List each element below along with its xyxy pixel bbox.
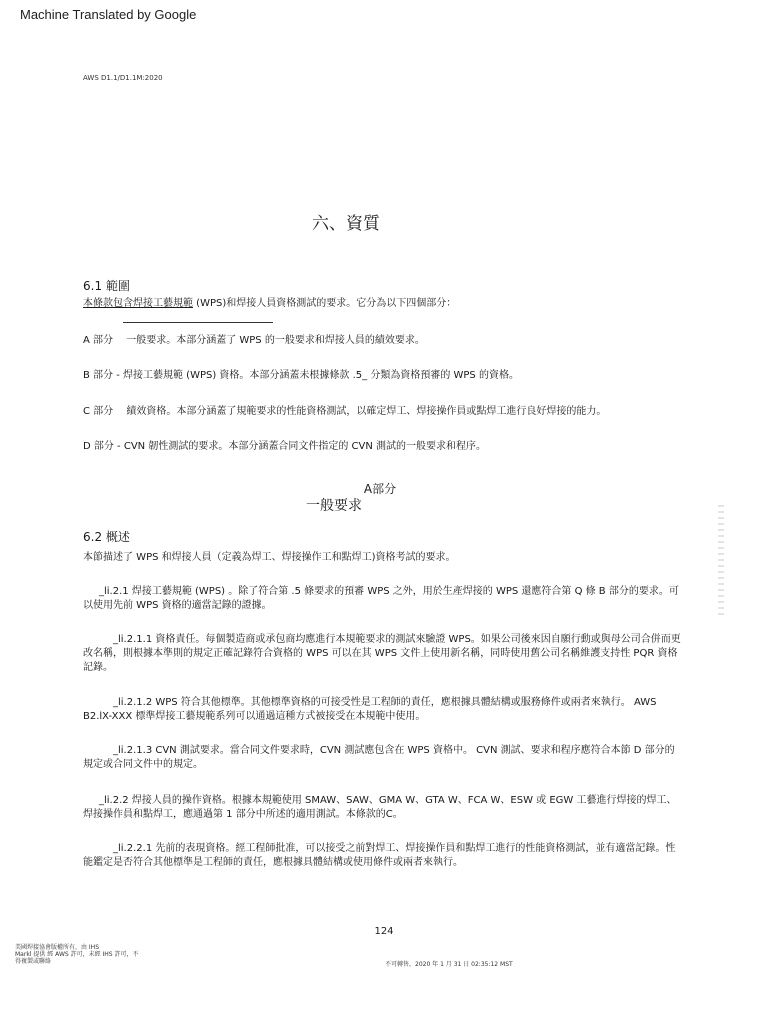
part-c-description: C 部分 績效資格。本部分涵蓋了規範要求的性能資格測試，以確定焊工、焊接操作員或點焊工進行良好焊接的能力。	[83, 406, 607, 417]
paragraph-6-2-2-1: _li.2.2.1 先前的表現資格。經工程師批准，可以接受之前對焊工、焊接操作員和點焊工進行的性能資格測試，並有適當記錄。性能鑑定是否符合其他標準是工程師的責任，應根據具體結構或使用條件或兩者來執行。	[83, 843, 676, 868]
section-6-1-intro	[83, 297, 683, 311]
underline-rule	[123, 322, 273, 323]
footer-copyright-line-3: 得複製或聯絡	[15, 958, 52, 965]
section-title	[0, 209, 768, 234]
footer-resale-notice: 不可轉售，2020 年 1 月 31 日 02:35:12 MST	[385, 961, 513, 968]
part-a-title: 一般要求	[306, 498, 362, 514]
section-title-text: 六、資質	[312, 214, 380, 234]
section-6-1-heading: 6.1 範圍	[83, 279, 130, 293]
part-a-label: A部分	[363, 482, 397, 496]
paragraph-6-2-1-3: _li.2.1.3 CVN 測試要求。當合同文件要求時，CVN 測試應包含在 WPS 資格中。 CVN 測試、要求和程序應符合本節 D 部分的規定或合同文件中的規定。	[83, 745, 675, 770]
part-a-description: A 部分 一般要求。本部分涵蓋了 WPS 的一般要求和焊接人員的績效要求。	[83, 335, 425, 346]
part-b-description: B 部分 - 焊接工藝規範 (WPS) 資格。本部分涵蓋未根據條款 .5_ 分類為資格預審的 WPS 的資格。	[83, 370, 519, 381]
footer-copyright-line-1: 美國焊接協會版權所有，由 IHS	[15, 944, 99, 951]
standard-code-header: AWS D1.1/D1.1M:2020	[83, 74, 163, 82]
footer-copyright-line-2: Markl 提供 經 AWS 許可，未經 IHS 許可，不	[15, 951, 139, 958]
section-6-2-intro: 本節描述了 WPS 和焊接人員（定義為焊工、焊接操作工和點焊工)資格考試的要求。	[83, 552, 456, 563]
section-6-2-heading: 6.2 概述	[83, 530, 130, 544]
machine-translated-banner: Machine Translated by Google	[20, 7, 197, 22]
intro-rest: (WPS)和焊接人員資格測試的要求。它分為以下四個部分：	[193, 298, 457, 309]
intro-underlined-term: 本條款包含焊接工藝規範	[83, 298, 193, 309]
paragraph-6-2-1-2: _li.2.1.2 WPS 符合其他標準。其他標準資格的可接受性是工程師的責任，應根據具體結構或服務條件或兩者來執行。 AWS B2.lX-XXX 標準焊接工藝規範系列可以通過這種方式被接受在本規範中使用。	[83, 697, 657, 722]
paragraph-6-2-1-1: _li.2.1.1 資格責任。每個製造商或承包商均應進行本規範要求的測試來驗證 WPS。如果公司後來因自願行動或與母公司合併而更改名稱，則根據本準則的規定正確記錄符合資格的 WPS 可以在其 WPS 文件上使用新名稱，同時使用舊公司名稱維護支持性 PQR 資格記錄。	[83, 634, 681, 673]
scan-edge-marks	[718, 505, 724, 615]
footer-copyright	[15, 944, 139, 965]
paragraph-6-2-2: _li.2.2 焊接人員的操作資格。根據本規範使用 SMAW、SAW、GMA W、GTA W、FCA W、ESW 或 EGW 工藝進行焊接的焊工、焊接操作員和點焊工，應通過第 1 部分中所述的適用測試。本條款的C。	[83, 795, 677, 820]
paragraph-6-2-1: _li.2.1 焊接工藝規範 (WPS) 。除了符合第 .5 條要求的預審 WPS 之外，用於生產焊接的 WPS 還應符合第 Q 條 B 部分的要求。可以使用先前 WPS 資格的適當記錄的證據。	[83, 586, 679, 611]
page-number: 124	[374, 926, 394, 937]
part-d-description: D 部分 - CVN 韌性測試的要求。本部分涵蓋合同文件指定的 CVN 測試的一般要求和程序。	[83, 441, 486, 452]
